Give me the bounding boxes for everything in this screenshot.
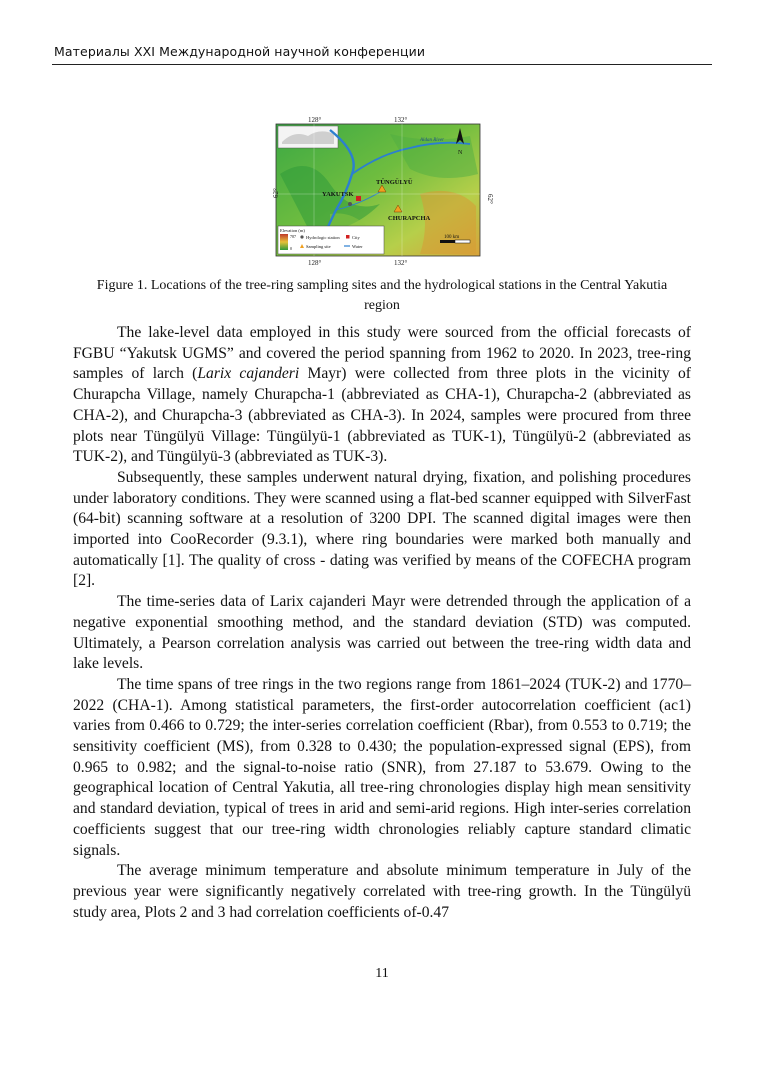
- legend-item-site: Sampling site: [306, 244, 331, 249]
- paragraph: The time spans of tree rings in the two regions range from 1861–2024 (TUK-2) and 1770–2022 (CHA-1). Among statistical parameters, the first-order autocorrelation coefficient (ac1) varies from 0.466 to 0.729; the inter-series correlation coefficient (Rbar), from 0.553 to 0.719; the sensitivity coefficient (MS), from 0.328 to 0.430; the population-expressed signal (EPS), from 0.965 to 0.982; and the signal-to-noise ratio (SNR), from 27.187 to 53.679. Owing to the geographical location of Central Yakutia, all tree-ring chronologies display high mean sensitivity and standard deviation, typical of trees in arid and semi-arid regions. High inter-series correlation coefficients suggest that our tree-ring width chronologies reliably capture standard climatic signals.: [73, 675, 691, 859]
- lat-label-left: 62°: [272, 188, 280, 198]
- location-map: [270, 114, 492, 266]
- legend-low: 0: [290, 246, 292, 251]
- scale-label: 100 km: [444, 235, 460, 240]
- scale-bar-segment: [455, 240, 470, 243]
- lon-label-top-128: 128°: [308, 116, 322, 124]
- place-label-churapcha: CHURAPCHA: [388, 215, 431, 222]
- species-name-italic: Larix cajanderi: [197, 365, 300, 383]
- highland-area: [420, 191, 476, 254]
- lat-label-right: 62°: [486, 194, 494, 204]
- legend-item-station: Hydrologic station: [306, 235, 340, 240]
- north-arrow-label: N: [458, 150, 463, 156]
- place-label-yakutsk: YAKUTSK: [322, 191, 354, 198]
- body-text: [73, 323, 691, 923]
- hydrologic-station-marker: [348, 202, 352, 206]
- elevation-ramp: [280, 234, 288, 250]
- legend-item-water: Water: [352, 244, 363, 249]
- paragraph: Subsequently, these samples underwent natural drying, fixation, and polishing procedures under laboratory conditions. They were scanned using a flat-bed scanner equipped with SilverFast (64-bit) scanning software at a resolution of 3200 DPI. The scanned digital images were then imported into CooRecorder (9.3.1), where ring boundaries were marked both manually and automatically [1]. The quality of cross - dating was verified by means of the COFECHA program [2].: [73, 468, 691, 590]
- paragraph: The average minimum temperature and absolute minimum temperature in July of the previous year were significantly negatively correlated with tree-ring growth. In the Tüngülyü study area, Plots 2 and 3 had correlation coefficients of-0.47: [73, 862, 691, 921]
- place-label-tungulyu: TÜNGÜLYÜ: [376, 179, 413, 186]
- running-header: Материалы XXI Международной научной конференции: [54, 44, 426, 59]
- paragraph: The lake-level data employed in this study were sourced from the official forecasts of FGBU “Yakutsk UGMS” and covered the period spanning from 1962 to 2020. In 2023, tree-ring samples of larch (Larix cajanderi Mayr) were collected from three plots in the vicinity of Churapcha Village, namely Churapcha-1 (abbreviated as CHA-1), Churapcha-2 (abbreviated as CHA-2), and Churapcha-3 (abbreviated as CHA-3). In 2024, samples were procured from three plots near Tüngülyü Village: Tüngülyü-1 (abbreviated as TUK-1), Tüngülyü-2 (abbreviated as TUK-2), and Tüngülyü-3 (abbreviated as TUK-3).: [73, 324, 691, 466]
- legend-item-city: City: [352, 235, 360, 240]
- page-number: 11: [375, 966, 389, 981]
- legend-high: 787: [290, 234, 296, 239]
- legend-title: Elevation (m): [280, 228, 305, 233]
- figure-caption: Figure 1. Locations of the tree-ring sampling sites and the hydrological stations in the Central Yakutia region: [96, 278, 668, 313]
- lon-label-top-132: 132°: [394, 116, 408, 124]
- lon-label-bottom-128: 128°: [308, 259, 322, 267]
- legend-station-icon: [300, 235, 303, 238]
- header-divider: [52, 64, 712, 65]
- paragraph: The time-series data of Larix cajanderi Mayr were detrended through the application of a negative exponential smoothing method, and the standard deviation (STD) was computed. Ultimately, a Pearson correlation analysis was carried out between the tree-ring width data and lake levels.: [73, 593, 691, 673]
- lon-label-bottom-132: 132°: [394, 259, 408, 267]
- legend-city-icon: [346, 235, 350, 239]
- city-marker-yakutsk: [356, 196, 361, 201]
- river-label: Aldan River: [420, 138, 445, 143]
